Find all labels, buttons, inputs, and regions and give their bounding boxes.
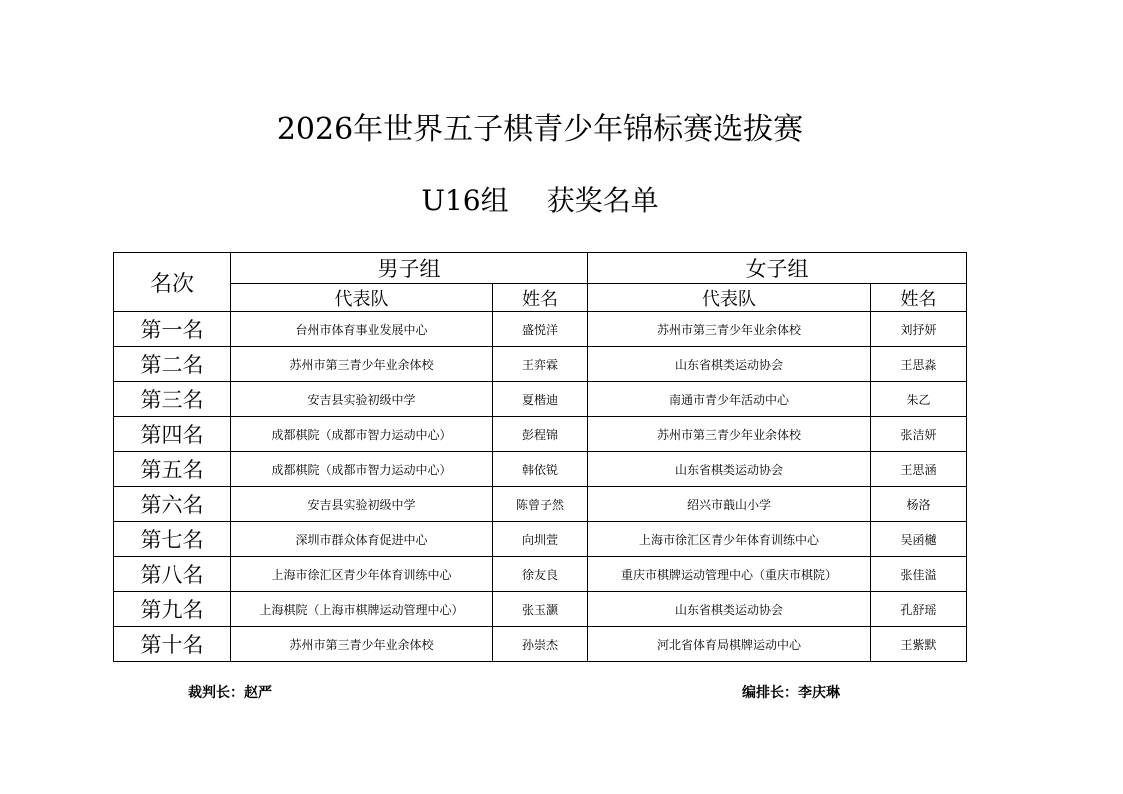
boy-team-cell: 苏州市第三青少年业余体校 [231, 347, 493, 382]
girl-team-cell: 苏州市第三青少年业余体校 [588, 312, 871, 347]
girl-name-cell: 刘抒妍 [871, 312, 967, 347]
girl-team-cell: 南通市青少年活动中心 [588, 382, 871, 417]
table-row [114, 382, 967, 417]
boy-name-cell: 王弈霖 [493, 347, 588, 382]
girl-team-cell: 苏州市第三青少年业余体校 [588, 417, 871, 452]
boy-name-cell: 韩依锐 [493, 452, 588, 487]
girl-team-cell: 重庆市棋牌运动管理中心（重庆市棋院） [588, 557, 871, 592]
boy-team-cell: 安吉县实验初级中学 [231, 487, 493, 522]
girl-name-cell: 杨洛 [871, 487, 967, 522]
boy-name-cell: 彭程锦 [493, 417, 588, 452]
boy-name-cell: 孙崇杰 [493, 627, 588, 662]
rank-cell: 第五名 [114, 452, 231, 487]
girls-group-header: 女子组 [588, 253, 967, 284]
rank-cell: 第三名 [114, 382, 231, 417]
boys-team-header: 代表队 [231, 284, 493, 312]
girl-name-cell: 张洁妍 [871, 417, 967, 452]
boy-team-cell: 上海市徐汇区青少年体育训练中心 [231, 557, 493, 592]
girl-team-cell: 山东省棋类运动协会 [588, 592, 871, 627]
table-row [114, 522, 967, 557]
girl-name-cell: 朱乙 [871, 382, 967, 417]
chief-arbiter-signature: 编排长：李庆琳 [742, 685, 840, 701]
girl-name-cell: 吴函樾 [871, 522, 967, 557]
boy-team-cell: 台州市体育事业发展中心 [231, 312, 493, 347]
girls-team-header: 代表队 [588, 284, 871, 312]
girl-name-cell: 王思涵 [871, 452, 967, 487]
document-subtitle [0, 181, 1080, 221]
boy-team-cell: 成都棋院（成都市智力运动中心） [231, 452, 493, 487]
boy-name-cell: 盛悦洋 [493, 312, 588, 347]
table-row [114, 312, 967, 347]
boy-team-cell: 苏州市第三青少年业余体校 [231, 627, 493, 662]
girl-name-cell: 张佳溢 [871, 557, 967, 592]
rank-cell: 第六名 [114, 487, 231, 522]
girls-name-header: 姓名 [871, 284, 967, 312]
boy-name-cell: 陈曾子然 [493, 487, 588, 522]
subtitle-list: 获奖名单 [546, 184, 659, 217]
table-row [114, 627, 967, 662]
girl-name-cell: 孔舒瑶 [871, 592, 967, 627]
boy-name-cell: 张玉灏 [493, 592, 588, 627]
girl-name-cell: 王紫默 [871, 627, 967, 662]
rank-header: 名次 [114, 253, 231, 312]
girl-team-cell: 河北省体育局棋牌运动中心 [588, 627, 871, 662]
boys-name-header: 姓名 [493, 284, 588, 312]
chief-referee-signature: 裁判长：赵严 [188, 685, 272, 701]
rank-cell: 第七名 [114, 522, 231, 557]
rank-cell: 第九名 [114, 592, 231, 627]
boy-name-cell: 向圳萱 [493, 522, 588, 557]
girl-team-cell: 绍兴市蕺山小学 [588, 487, 871, 522]
boy-team-cell: 深圳市群众体育促进中心 [231, 522, 493, 557]
boy-team-cell: 成都棋院（成都市智力运动中心） [231, 417, 493, 452]
girl-team-cell: 山东省棋类运动协会 [588, 347, 871, 382]
table-row [114, 557, 967, 592]
table-row [114, 487, 967, 522]
boy-name-cell: 徐友良 [493, 557, 588, 592]
rank-cell: 第八名 [114, 557, 231, 592]
document-title: 2026年世界五子棋青少年锦标赛选拔赛 [276, 112, 804, 147]
table-row [114, 347, 967, 382]
table-row [114, 452, 967, 487]
boys-group-header: 男子组 [231, 253, 588, 284]
girl-name-cell: 王思淼 [871, 347, 967, 382]
boy-name-cell: 夏楷迪 [493, 382, 588, 417]
rank-cell: 第一名 [114, 312, 231, 347]
boy-team-cell: 安吉县实验初级中学 [231, 382, 493, 417]
rank-cell: 第十名 [114, 627, 231, 662]
table-row [114, 592, 967, 627]
girl-team-cell: 山东省棋类运动协会 [588, 452, 871, 487]
table-row [114, 417, 967, 452]
rank-cell: 第二名 [114, 347, 231, 382]
rank-cell: 第四名 [114, 417, 231, 452]
results-table [113, 252, 967, 662]
girl-team-cell: 上海市徐汇区青少年体育训练中心 [588, 522, 871, 557]
boy-team-cell: 上海棋院（上海市棋牌运动管理中心） [231, 592, 493, 627]
subtitle-group: U16组 [421, 184, 509, 217]
